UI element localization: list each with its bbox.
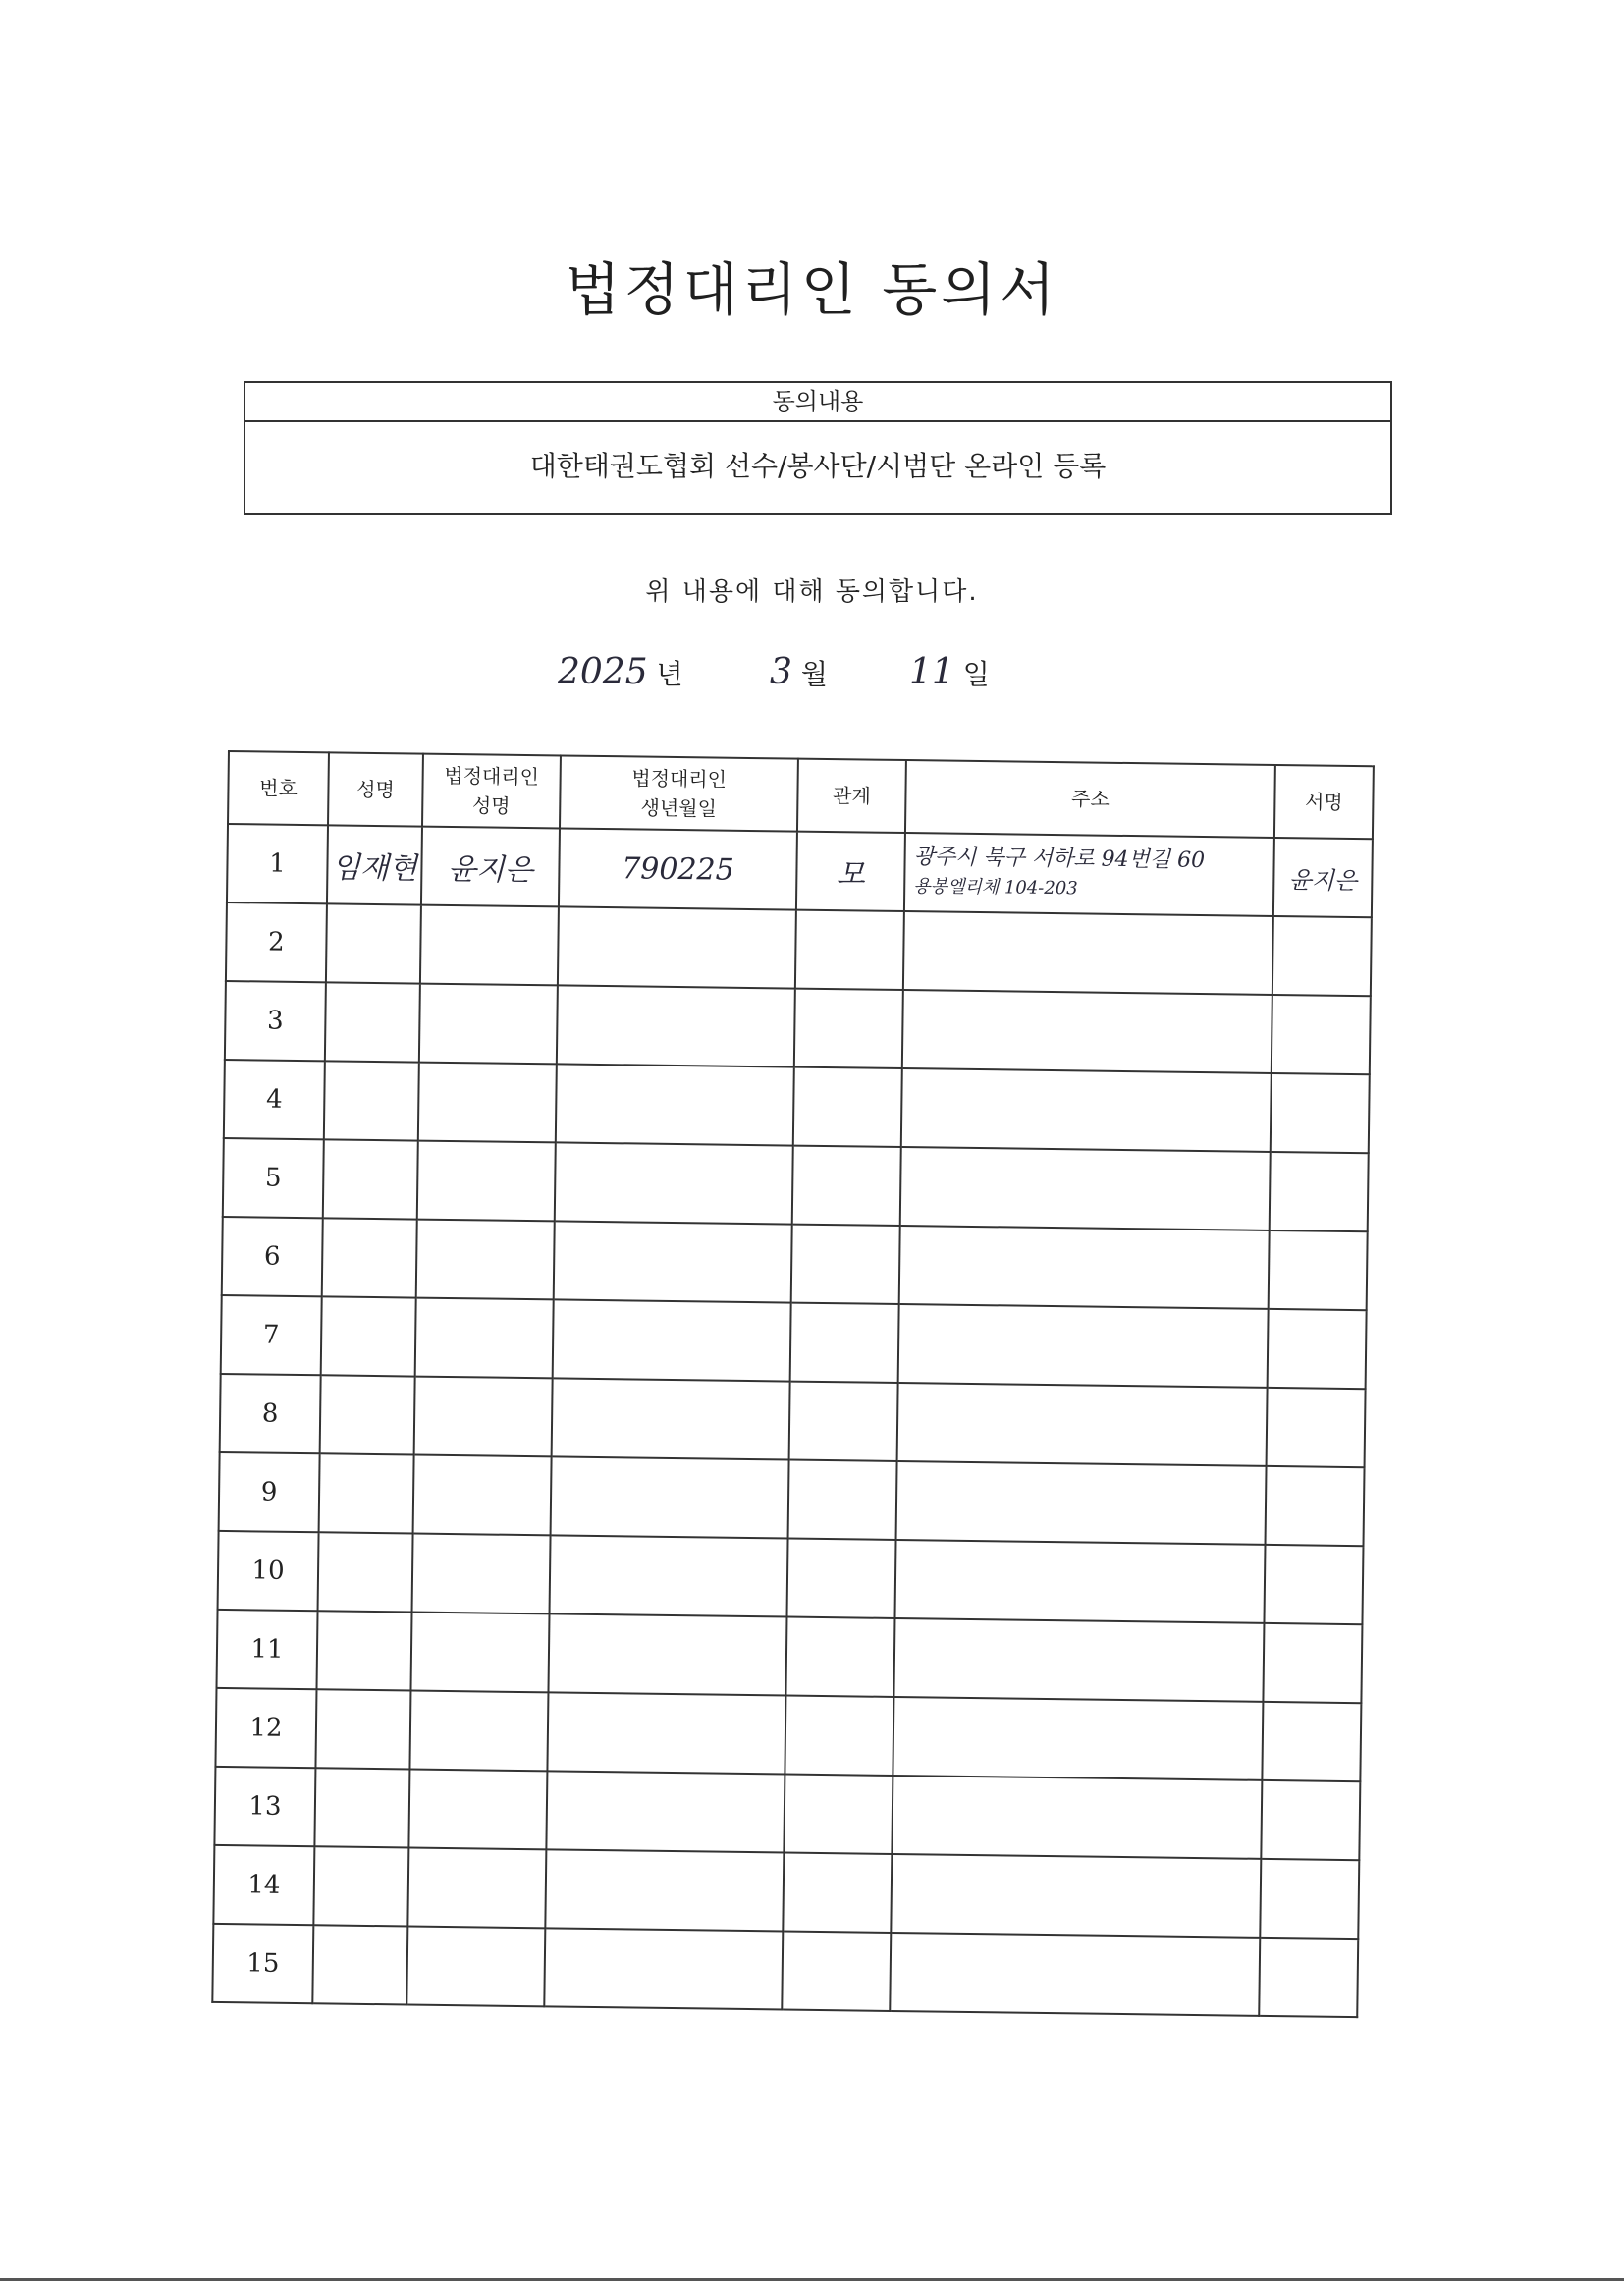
cell-guardian-name [415, 1298, 554, 1379]
address-line1 [905, 1501, 1265, 1505]
cell-guardian-name [418, 1063, 557, 1143]
cell-address [901, 1068, 1272, 1152]
address-line2: 용봉엘리체 104-203 [913, 876, 1078, 900]
cell-address [899, 1226, 1270, 1309]
cell-name [326, 903, 421, 983]
cell-address [896, 1461, 1267, 1545]
cell-guardian-birth [556, 1064, 794, 1145]
cell-address [893, 1618, 1264, 1702]
table-row [216, 1610, 1362, 1703]
cell-no: 15 [212, 1924, 313, 2003]
header-guardian-birth-line1: 법정대리인 [631, 766, 728, 792]
cell-guardian-name [409, 1691, 548, 1772]
table-row [226, 902, 1372, 996]
cell-name [325, 982, 420, 1062]
cell-name [319, 1453, 414, 1533]
cell-signature [1260, 1859, 1359, 1939]
address-line2 [910, 1108, 1270, 1113]
cell-signature [1271, 1073, 1370, 1153]
cell-guardian-name [410, 1613, 549, 1693]
table-row [214, 1767, 1360, 1860]
cell-name [323, 1139, 418, 1219]
address-line1: 광주시 북구 서하로 94번길 60 [913, 845, 1206, 874]
cell-guardian-birth [544, 1928, 783, 2009]
cell-guardian-name [417, 1141, 556, 1222]
date-year [558, 652, 683, 692]
cell-guardian-name [414, 1377, 553, 1457]
cell-relation [795, 910, 904, 990]
cell-name [313, 1846, 408, 1926]
consent-header: 동의내용 [245, 383, 1390, 422]
cell-address [894, 1540, 1265, 1623]
cell-guardian-name [412, 1534, 551, 1614]
address-line2 [912, 951, 1272, 956]
table-row [225, 981, 1371, 1074]
cell-guardian-name [406, 1927, 545, 2007]
cell-name [324, 1061, 419, 1140]
table-row [219, 1452, 1365, 1546]
cell-no: 6 [222, 1217, 323, 1296]
cell-guardian-birth [555, 1142, 793, 1224]
address-line2 [911, 1029, 1271, 1034]
cell-relation [790, 1303, 899, 1383]
header-name: 성명 [328, 752, 423, 826]
scan-edge-line [0, 2278, 1624, 2281]
date-year-value: 2025 [558, 652, 648, 692]
cell-guardian-birth [547, 1692, 785, 1774]
date-month-value: 3 [770, 652, 792, 692]
cell-no: 3 [225, 981, 326, 1061]
table-row [215, 1688, 1361, 1781]
address-line1 [911, 1029, 1271, 1034]
cell-name [315, 1689, 410, 1769]
cell-relation [785, 1696, 893, 1776]
cell-guardian-birth [550, 1535, 788, 1616]
cell-guardian-name [420, 905, 559, 986]
address-line2 [907, 1343, 1267, 1348]
date-year-unit: 년 [656, 658, 683, 690]
cell-no: 14 [213, 1845, 314, 1925]
cell-relation [782, 1932, 891, 2011]
cell-guardian-name: 윤지은 [421, 827, 560, 907]
consent-box [244, 381, 1392, 515]
cell-no: 9 [219, 1452, 320, 1532]
header-guardian-name [422, 754, 561, 829]
cell-guardian-birth: 790225 [559, 828, 797, 909]
cell-relation [794, 989, 903, 1068]
cell-guardian-birth [551, 1456, 789, 1538]
cell-relation [786, 1539, 895, 1618]
agree-statement: 위 내용에 대해 동의합니다. [645, 577, 979, 607]
header-guardian-birth-line2: 생년월일 [640, 795, 718, 821]
address-line2 [908, 1265, 1268, 1270]
address-line1 [912, 951, 1272, 956]
address-line2 [902, 1736, 1262, 1741]
consent-content: 대한태권도협회 선수/봉사단/시범단 온라인 등록 [529, 450, 1107, 482]
cell-no: 10 [218, 1531, 319, 1611]
table-row [213, 1845, 1359, 1939]
cell-no: 13 [214, 1767, 315, 1846]
guardian-consent-table [211, 750, 1375, 2018]
cell-address [890, 1933, 1260, 2016]
cell-address [898, 1304, 1269, 1388]
cell-signature [1272, 995, 1371, 1074]
date-day-unit: 일 [962, 658, 990, 690]
header-no: 번호 [228, 751, 329, 825]
cell-address [893, 1697, 1263, 1780]
cell-name [321, 1296, 416, 1376]
cell-name: 임재현 [327, 825, 422, 904]
address-line2 [901, 1815, 1261, 1820]
cell-name [314, 1768, 409, 1847]
address-line2 [904, 1579, 1264, 1584]
table-row [212, 1924, 1358, 2017]
cell-relation [789, 1382, 898, 1461]
cell-name [316, 1611, 411, 1690]
cell-name [320, 1375, 415, 1454]
date-day [909, 652, 990, 692]
cell-no: 11 [216, 1610, 317, 1689]
address-line1 [910, 1108, 1270, 1113]
cell-no: 8 [220, 1374, 321, 1453]
cell-relation [784, 1775, 893, 1854]
header-guardian-birth [560, 755, 798, 831]
address-line1 [899, 1972, 1259, 1977]
address-line2 [905, 1501, 1265, 1505]
address-line1 [900, 1893, 1260, 1898]
table-row [227, 824, 1373, 917]
cell-relation [785, 1617, 894, 1697]
address-line1 [906, 1422, 1266, 1427]
address-line1 [901, 1815, 1261, 1820]
address-line1 [902, 1736, 1262, 1741]
cell-relation: 모 [796, 832, 905, 911]
cell-name [322, 1218, 417, 1297]
table-row [220, 1374, 1366, 1467]
address-line1 [903, 1658, 1263, 1663]
address-line1 [909, 1186, 1269, 1191]
cell-signature [1264, 1545, 1363, 1624]
cell-name [312, 1925, 407, 2004]
header-relation: 관계 [797, 759, 906, 833]
cell-guardian-birth [546, 1771, 785, 1852]
address-line1 [908, 1265, 1268, 1270]
header-address: 주소 [905, 760, 1275, 838]
address-line2 [899, 1972, 1259, 1977]
cell-guardian-birth [558, 906, 796, 988]
cell-signature [1268, 1309, 1367, 1389]
cell-guardian-name [413, 1455, 552, 1536]
cell-signature [1263, 1623, 1362, 1703]
cell-relation [788, 1460, 897, 1540]
cell-signature [1262, 1702, 1361, 1781]
table-row [224, 1060, 1370, 1153]
address-line2 [903, 1658, 1263, 1663]
table-row [218, 1531, 1364, 1624]
cell-guardian-birth [545, 1849, 784, 1931]
address-line2 [906, 1422, 1266, 1427]
address-line1 [904, 1579, 1264, 1584]
cell-guardian-birth [552, 1378, 790, 1459]
cell-relation [793, 1067, 902, 1147]
cell-signature [1259, 1938, 1358, 2017]
date-month [770, 652, 828, 692]
cell-guardian-birth [548, 1613, 786, 1695]
cell-guardian-birth [553, 1299, 791, 1381]
cell-name [318, 1532, 413, 1612]
address-line1 [907, 1343, 1267, 1348]
cell-no: 2 [226, 902, 327, 982]
table-body [212, 824, 1373, 2017]
cell-guardian-name [407, 1848, 546, 1929]
cell-relation [783, 1853, 892, 1933]
cell-address [904, 833, 1274, 916]
cell-no: 5 [223, 1138, 324, 1218]
cell-address [897, 1383, 1268, 1466]
address-line2 [909, 1186, 1269, 1191]
cell-guardian-birth [554, 1221, 792, 1302]
cell-signature [1272, 916, 1372, 996]
date-day-value: 11 [909, 652, 954, 692]
cell-address [900, 1147, 1271, 1230]
cell-signature [1261, 1780, 1360, 1860]
cell-signature [1267, 1388, 1366, 1467]
document-title: 법정대리인 동의서 [565, 256, 1059, 323]
header-guardian-name-line1: 법정대리인 [444, 763, 540, 790]
cell-no: 12 [215, 1688, 316, 1768]
cell-relation [792, 1146, 901, 1226]
header-guardian-name-line2: 성명 [471, 793, 511, 818]
table-row [221, 1295, 1367, 1389]
cell-relation [791, 1225, 900, 1304]
cell-address [891, 1854, 1261, 1938]
table-row [223, 1138, 1369, 1231]
cell-signature: 윤지은 [1273, 838, 1373, 917]
cell-guardian-name [416, 1220, 555, 1300]
header-signature: 서명 [1274, 765, 1374, 839]
date-month-unit: 월 [800, 658, 828, 690]
cell-address [902, 990, 1272, 1073]
cell-no: 4 [224, 1060, 325, 1139]
cell-guardian-birth [557, 985, 795, 1066]
cell-signature [1270, 1152, 1369, 1231]
table-row [222, 1217, 1368, 1310]
cell-guardian-name [419, 984, 558, 1065]
cell-no: 7 [221, 1295, 322, 1375]
cell-signature [1269, 1230, 1368, 1310]
cell-guardian-name [408, 1770, 547, 1850]
cell-address [892, 1776, 1262, 1859]
cell-no: 1 [227, 824, 328, 903]
cell-signature [1266, 1466, 1365, 1546]
cell-address [903, 911, 1273, 995]
address-line2 [900, 1893, 1260, 1898]
